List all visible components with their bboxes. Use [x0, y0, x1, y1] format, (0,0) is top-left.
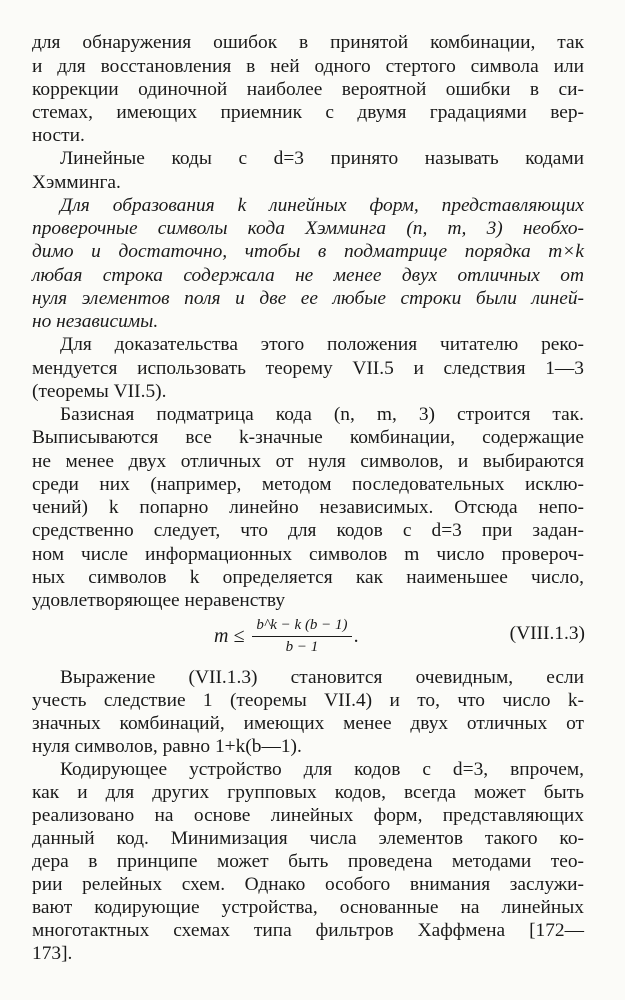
text-line: (теоремы VII.5).	[32, 381, 167, 402]
text-line: Для образования k линейных форм, представляющих	[60, 195, 584, 216]
text-line: коррекции одиночной наиболее вероятной ошибки в си-	[32, 79, 584, 100]
formula-numerator: b^k − k (b − 1)	[252, 616, 351, 637]
equation-number: (VIII.1.3)	[509, 623, 585, 644]
text-line: Хэмминга.	[32, 172, 121, 193]
text-line: ности.	[32, 125, 85, 146]
text-line: Базисная подматрица кода (n, m, 3) строится так.	[60, 404, 584, 425]
text-line: данный код. Минимизация числа элементов такого ко-	[32, 828, 584, 849]
text-line: чений) k попарно линейно независимых. Отсюда непо-	[32, 497, 584, 518]
text-line: проверочные символы кода Хэмминга (n, m, 3) необхо-	[32, 218, 584, 239]
text-line: многотактных схемах типа фильтров Хаффмена [172—	[32, 920, 584, 941]
text-line: димо и достаточно, чтобы в подматрице порядка m×k	[32, 241, 584, 262]
text-line: учесть следствие 1 (теоремы VII.4) и то, что число k-	[32, 690, 584, 711]
text-line: 173].	[32, 943, 73, 964]
formula-lhs: m ≤	[214, 624, 245, 647]
text-line: Выражение (VII.1.3) становится очевидным, если	[60, 667, 584, 688]
text-line: нуля символов, равно 1+k(b—1).	[32, 736, 302, 757]
text-line: удовлетворяющее неравенству	[32, 590, 286, 611]
text-line: Линейные коды с d=3 принято называть кодами	[60, 148, 584, 169]
text-line: любая строка содержала не менее двух отличных от	[32, 265, 584, 286]
inequality-formula	[214, 612, 359, 660]
text-line: рии релейных схем. Однако особого внимания заслужи-	[32, 874, 584, 895]
text-line: ных символов k определяется как наименьшее число,	[32, 567, 584, 588]
text-line: нуля элементов поля и две ее любые строки были линей-	[32, 288, 584, 309]
text-line: вают кодирующие устройства, основанные на линейных	[32, 897, 584, 918]
formula-denominator: b − 1	[285, 639, 319, 655]
text-line: Для доказательства этого положения читателю реко-	[60, 334, 584, 355]
text-line: не менее двух отличных от нуля символов, и выбираются	[32, 451, 584, 472]
text-line: реализовано на основе линейных форм, представляющих	[32, 805, 584, 826]
text-line: значных комбинаций, имеющих менее двух отличных от	[32, 713, 584, 734]
text-line: средственно следует, что для кодов с d=3 при задан-	[32, 520, 584, 541]
formula-fraction	[252, 616, 351, 656]
text-line: среди них (например, методом последовательных исклю-	[32, 474, 584, 495]
text-line: но независимы.	[32, 311, 159, 332]
text-line: Кодирующее устройство для кодов с d=3, впрочем,	[60, 759, 584, 780]
text-line: для обнаружения ошибок в принятой комбинации, так	[32, 32, 584, 53]
text-line: ном числе информационных символов m число провероч-	[32, 544, 584, 565]
text-line: мендуется использовать теорему VII.5 и следствия 1—3	[32, 358, 584, 379]
text-line: Выписываются все k-значные комбинации, содержащие	[32, 427, 584, 448]
text-line: и для восстановления в ней одного стертого символа или	[32, 56, 584, 77]
text-line: стемах, имеющих приемник с двумя градациями вер-	[32, 102, 584, 123]
formula-end: .	[353, 624, 359, 647]
text-line: дера в принципе может быть проведена методами тео-	[32, 851, 584, 872]
text-line: как и для других групповых кодов, всегда может быть	[32, 782, 584, 803]
